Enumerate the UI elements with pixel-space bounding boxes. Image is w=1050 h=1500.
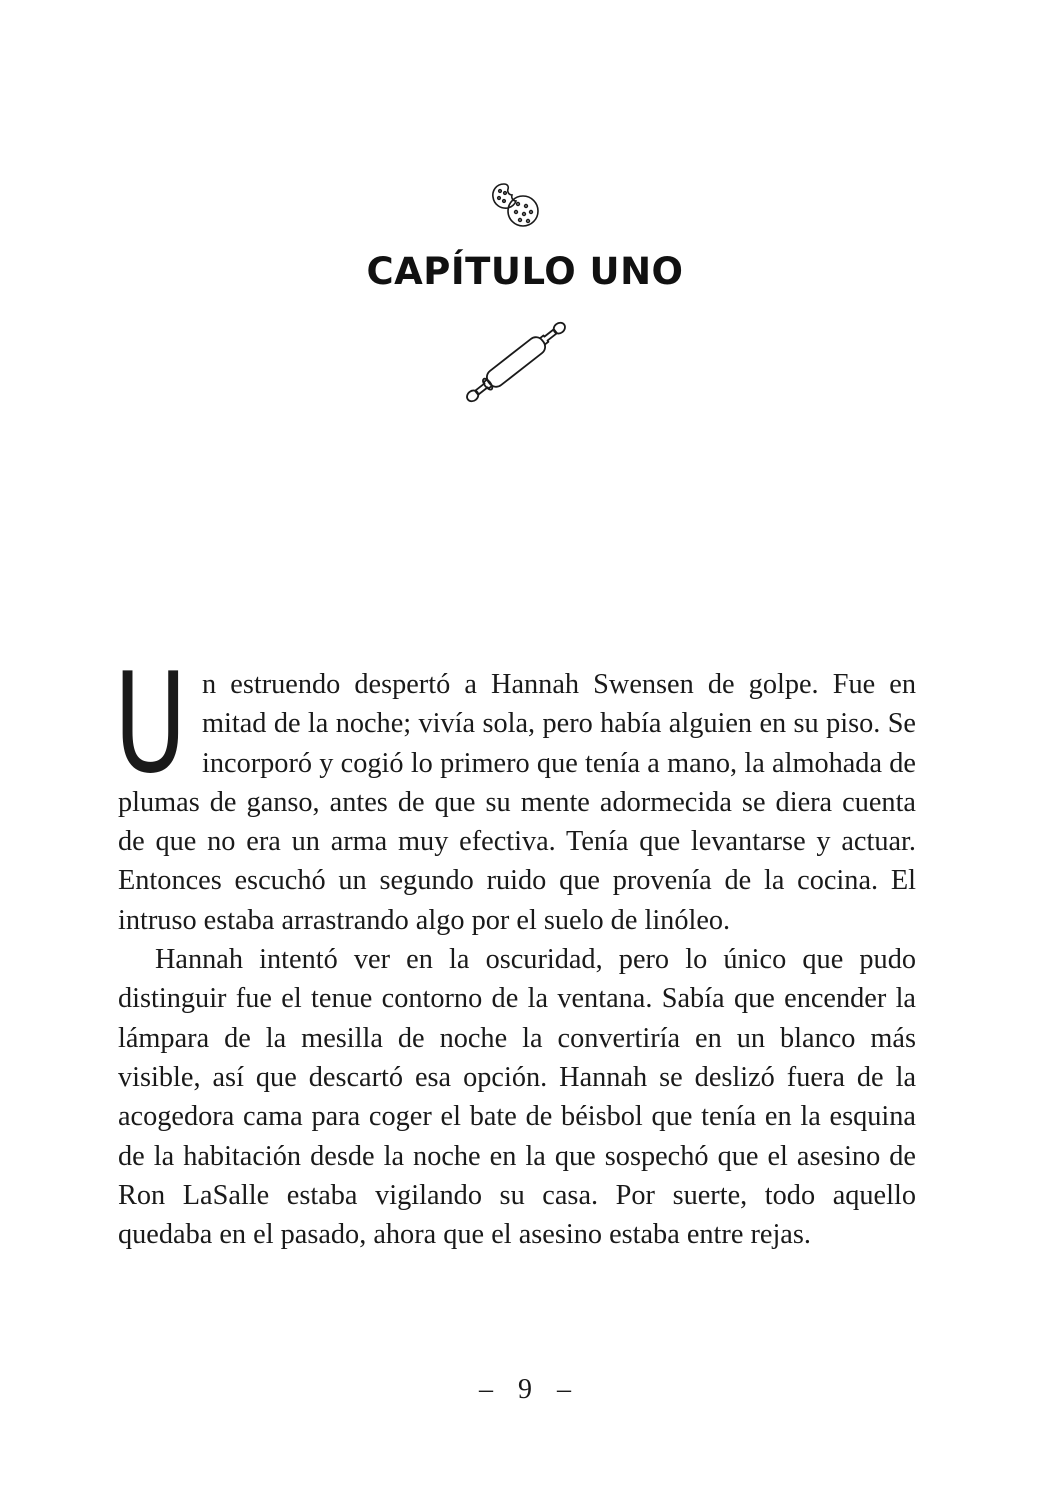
paragraph-1-text: n estruendo despertó a Hannah Swensen de golpe. Fue en mitad de la noche; vivía sola, pero había alguien en su piso. Se incorporó y cogió lo primero que tenía a mano, la almohada de plumas de ganso, antes de que su mente adormecida se diera cuenta de que no era un arma muy efectiva. Tenía que levantarse y actuar. Entonces escuchó un segundo ruido que provenía de la cocina. El intruso estaba arrastrando algo por el suelo de linóleo. xyxy=(118,669,916,936)
drop-cap: U xyxy=(114,643,187,804)
paragraph-1 xyxy=(114,643,916,940)
page-number: – 9 – xyxy=(479,1374,571,1405)
paragraph-2: Hannah intentó ver en la oscuridad, pero lo único que pudo distinguir fue el tenue contorno de la ventana. Sabía que encender la lámpara de la mesilla de noche la convertiría en un blanco más visible, así que descartó esa opción. Hannah se deslizó fuera de la acogedora cama para coger el bate de béisbol que tenía en la esquina de la habitación desde la noche en la que sospechó que el asesino de Ron LaSalle estaba vigilando su casa. Por suerte, todo aquello quedaba en el pasado, ahora que el asesino estaba entre rejas. xyxy=(118,944,916,1251)
rolling-pin-icon xyxy=(460,316,572,408)
cookie-icon xyxy=(490,180,546,230)
chapter-body xyxy=(114,643,916,1254)
chapter-title: CAPÍTULO UNO xyxy=(366,250,684,293)
